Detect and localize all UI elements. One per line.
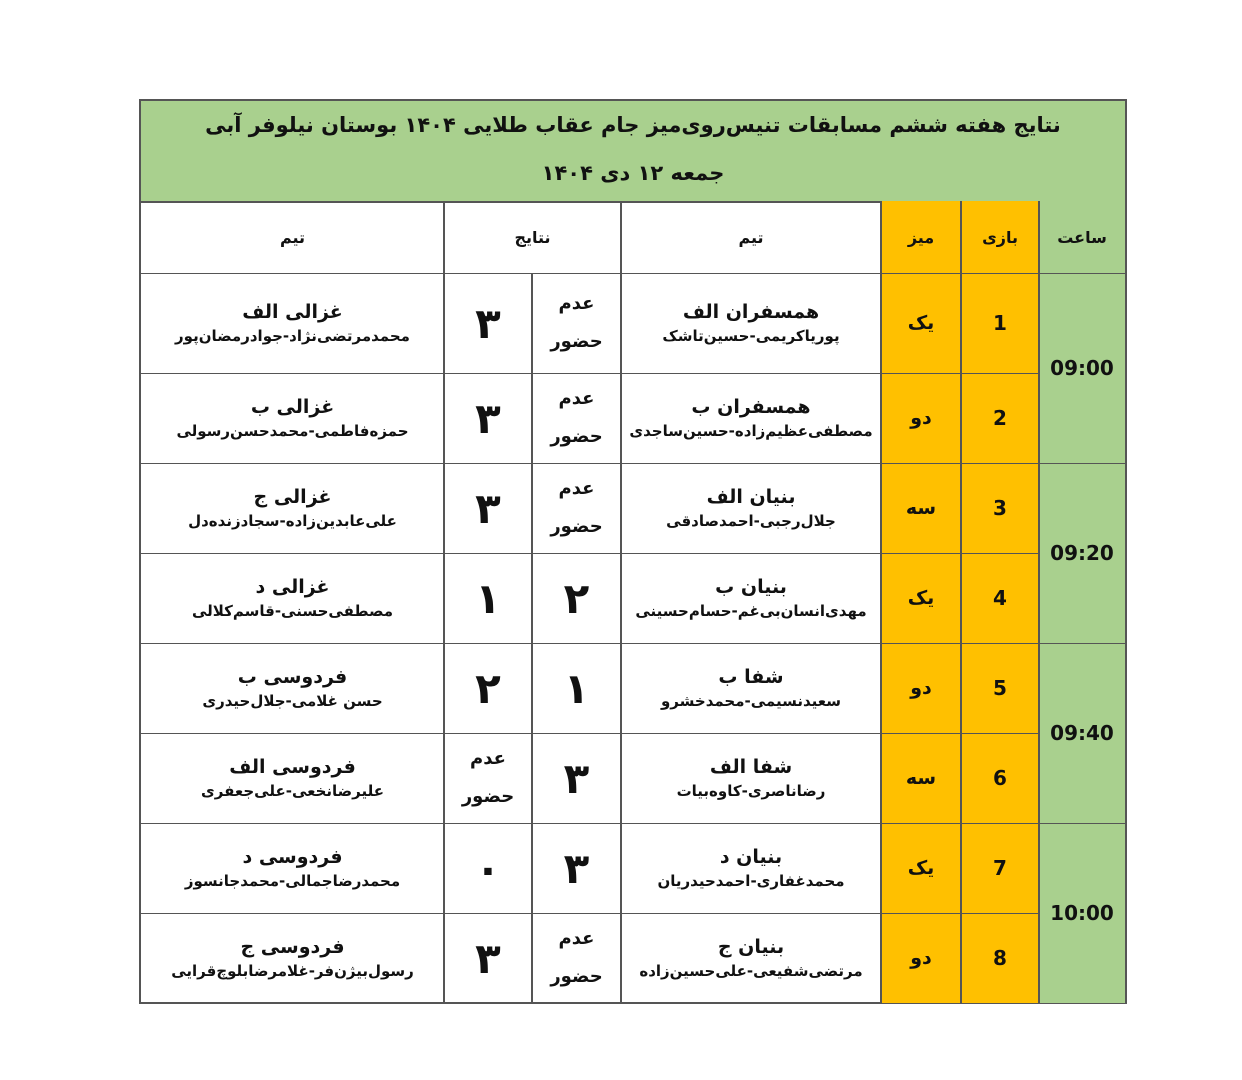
team-right-name: بنیان ج <box>717 936 785 958</box>
results-table <box>139 99 1127 1004</box>
game-number: 4 <box>993 586 1007 610</box>
team-right-players: سعیدنسیمی-محمدخشرو <box>660 692 842 710</box>
game-number: 8 <box>993 946 1007 970</box>
team-left-cell <box>141 373 444 463</box>
absent-word: عدم <box>558 478 595 499</box>
row-divider <box>141 733 1039 734</box>
absent-word: حضور <box>550 426 603 447</box>
score-right: ۳ <box>563 753 590 803</box>
team-right-players: محمدغفاری-احمدحیدریان <box>657 872 845 890</box>
team-right-name: شفا ب <box>718 666 784 688</box>
score-left: ۳ <box>475 933 501 983</box>
team-left-name: غزالی ج <box>253 486 332 508</box>
team-right-players: مرتضی‌شفیعی-علی‌حسین‌زاده <box>639 962 863 980</box>
row-divider <box>141 553 1039 554</box>
time-slot: 09:20 <box>1050 541 1114 565</box>
team-right-cell <box>621 373 881 463</box>
table-number: سه <box>905 767 937 789</box>
absent-word: حضور <box>550 966 603 987</box>
title-banner <box>141 101 1125 203</box>
row-divider <box>141 463 1125 464</box>
score-right <box>532 273 621 373</box>
team-left-cell <box>141 733 444 823</box>
team-left-players: رسول‌بیژن‌فر-غلامرضابلوچ‌قرایی <box>171 962 414 980</box>
time-slot: 09:00 <box>1050 356 1114 380</box>
page-title: نتایج هفته ششم مسابقات تنیس‌روی‌میز جام عقاب طلایی ۱۴۰۴ بوستان نیلوفر آبی <box>205 113 1061 137</box>
table-number: یک <box>907 587 935 609</box>
game-number: 5 <box>993 676 1007 700</box>
score-left: ۳ <box>475 393 501 443</box>
team-left-players: حسن غلامی-جلال‌حیدری <box>202 692 383 710</box>
team-left-cell <box>141 463 444 553</box>
game-number: 7 <box>993 856 1007 880</box>
row-divider <box>141 823 1125 824</box>
team-left-name: غزالی الف <box>242 301 343 323</box>
team-left-cell <box>141 643 444 733</box>
score-left: ۳ <box>475 483 501 533</box>
absent-word: عدم <box>558 293 595 314</box>
team-right-players: رضاناصری-کاوه‌بیات <box>676 782 826 800</box>
score-right: ۳ <box>563 843 590 893</box>
table-number: دو <box>910 407 932 429</box>
score-left: ۳ <box>475 298 501 348</box>
absent-word: حضور <box>461 786 515 807</box>
team-left-name: غزالی د <box>255 576 330 598</box>
absent-word: عدم <box>470 748 506 769</box>
score-right: ۲ <box>563 573 590 623</box>
team-right-cell <box>621 643 881 733</box>
table-number: یک <box>907 312 935 334</box>
score-left: ۰ <box>475 843 501 893</box>
table-number: سه <box>905 497 937 519</box>
team-right-cell <box>621 823 881 913</box>
score-left: ۱ <box>475 573 501 623</box>
score-divider <box>531 273 533 1003</box>
team-right-name: بنیان ب <box>715 576 787 598</box>
score-right <box>532 373 621 463</box>
score-right <box>532 463 621 553</box>
team-right-cell <box>621 463 881 553</box>
team-left-players: علی‌عابدین‌زاده-سجادزنده‌دل <box>188 512 397 530</box>
team-left-players: محمدرضاجمالی-محمدجانسوز <box>184 872 401 890</box>
column-divider <box>960 201 962 1003</box>
table-number: دو <box>910 947 932 969</box>
team-right-players: مهدی‌انسان‌بی‌غم-حسام‌حسینی <box>635 602 867 620</box>
page-date: جمعه ۱۲ دی ۱۴۰۴ <box>541 161 725 185</box>
team-left-cell <box>141 273 444 373</box>
row-divider <box>141 643 1125 644</box>
team-left-header: تیم <box>279 227 306 247</box>
absent-word: حضور <box>550 516 603 537</box>
score-left <box>444 733 532 823</box>
team-right-cell <box>621 553 881 643</box>
team-right-players: مصطفی‌عظیم‌زاده-حسین‌ساجدی <box>629 422 873 440</box>
team-left-players: حمزه‌فاطمی-محمدحسن‌رسولی <box>176 422 409 440</box>
column-divider <box>880 201 882 1003</box>
column-divider <box>1038 201 1040 1003</box>
team-left-cell <box>141 553 444 643</box>
game-number: 2 <box>993 406 1007 430</box>
time-slot: 09:40 <box>1050 721 1114 745</box>
team-left-name: غزالی ب <box>250 396 335 418</box>
table-header: میز <box>881 201 961 273</box>
team-left-cell <box>141 823 444 913</box>
team-left-name: فردوسی د <box>242 846 343 868</box>
team-right-cell <box>621 913 881 1003</box>
time-slot: 10:00 <box>1050 901 1114 925</box>
team-right-players: پوریاکریمی-حسین‌تاشک <box>662 327 840 345</box>
absent-word: عدم <box>558 928 595 949</box>
row-divider <box>141 273 1125 274</box>
table-number: دو <box>910 677 932 699</box>
score-right <box>532 913 621 1003</box>
column-divider <box>443 201 445 1003</box>
game-number: 1 <box>993 311 1007 335</box>
team-right-name: بنیان الف <box>706 486 796 508</box>
game-header: بازی <box>961 201 1039 273</box>
results-header: نتایج <box>514 227 551 247</box>
team-right-players: جلال‌رجبی-احمدصادقی <box>666 512 836 530</box>
game-number: 6 <box>993 766 1007 790</box>
absent-word: عدم <box>558 388 595 409</box>
team-right-name: همسفران الف <box>682 301 820 323</box>
team-right-name: همسفران ب <box>691 396 811 418</box>
column-divider <box>620 201 622 1003</box>
team-left-name: فردوسی الف <box>229 756 356 778</box>
row-divider <box>141 373 1039 374</box>
absent-word: حضور <box>550 331 603 352</box>
score-right: ۱ <box>563 663 590 713</box>
team-right-name: بنیان د <box>719 846 783 868</box>
time-header: ساعت <box>1039 201 1125 273</box>
score-left: ۲ <box>475 663 501 713</box>
team-right-cell <box>621 273 881 373</box>
team-right-name: شفا الف <box>709 756 793 778</box>
team-left-cell <box>141 913 444 1003</box>
team-left-players: محمدمرتضی‌نژاد-جوادرمضان‌پور <box>175 327 410 345</box>
team-left-name: فردوسی ج <box>240 936 345 958</box>
team-left-players: مصطفی‌حسنی-قاسم‌کلالی <box>191 602 394 620</box>
team-right-header: تیم <box>738 227 764 247</box>
table-number: یک <box>907 857 935 879</box>
team-right-cell <box>621 733 881 823</box>
team-left-players: علیرضانخعی-علی‌جعفری <box>201 782 384 800</box>
game-number: 3 <box>993 496 1007 520</box>
row-divider <box>141 913 1039 914</box>
team-left-name: فردوسی ب <box>237 666 348 688</box>
